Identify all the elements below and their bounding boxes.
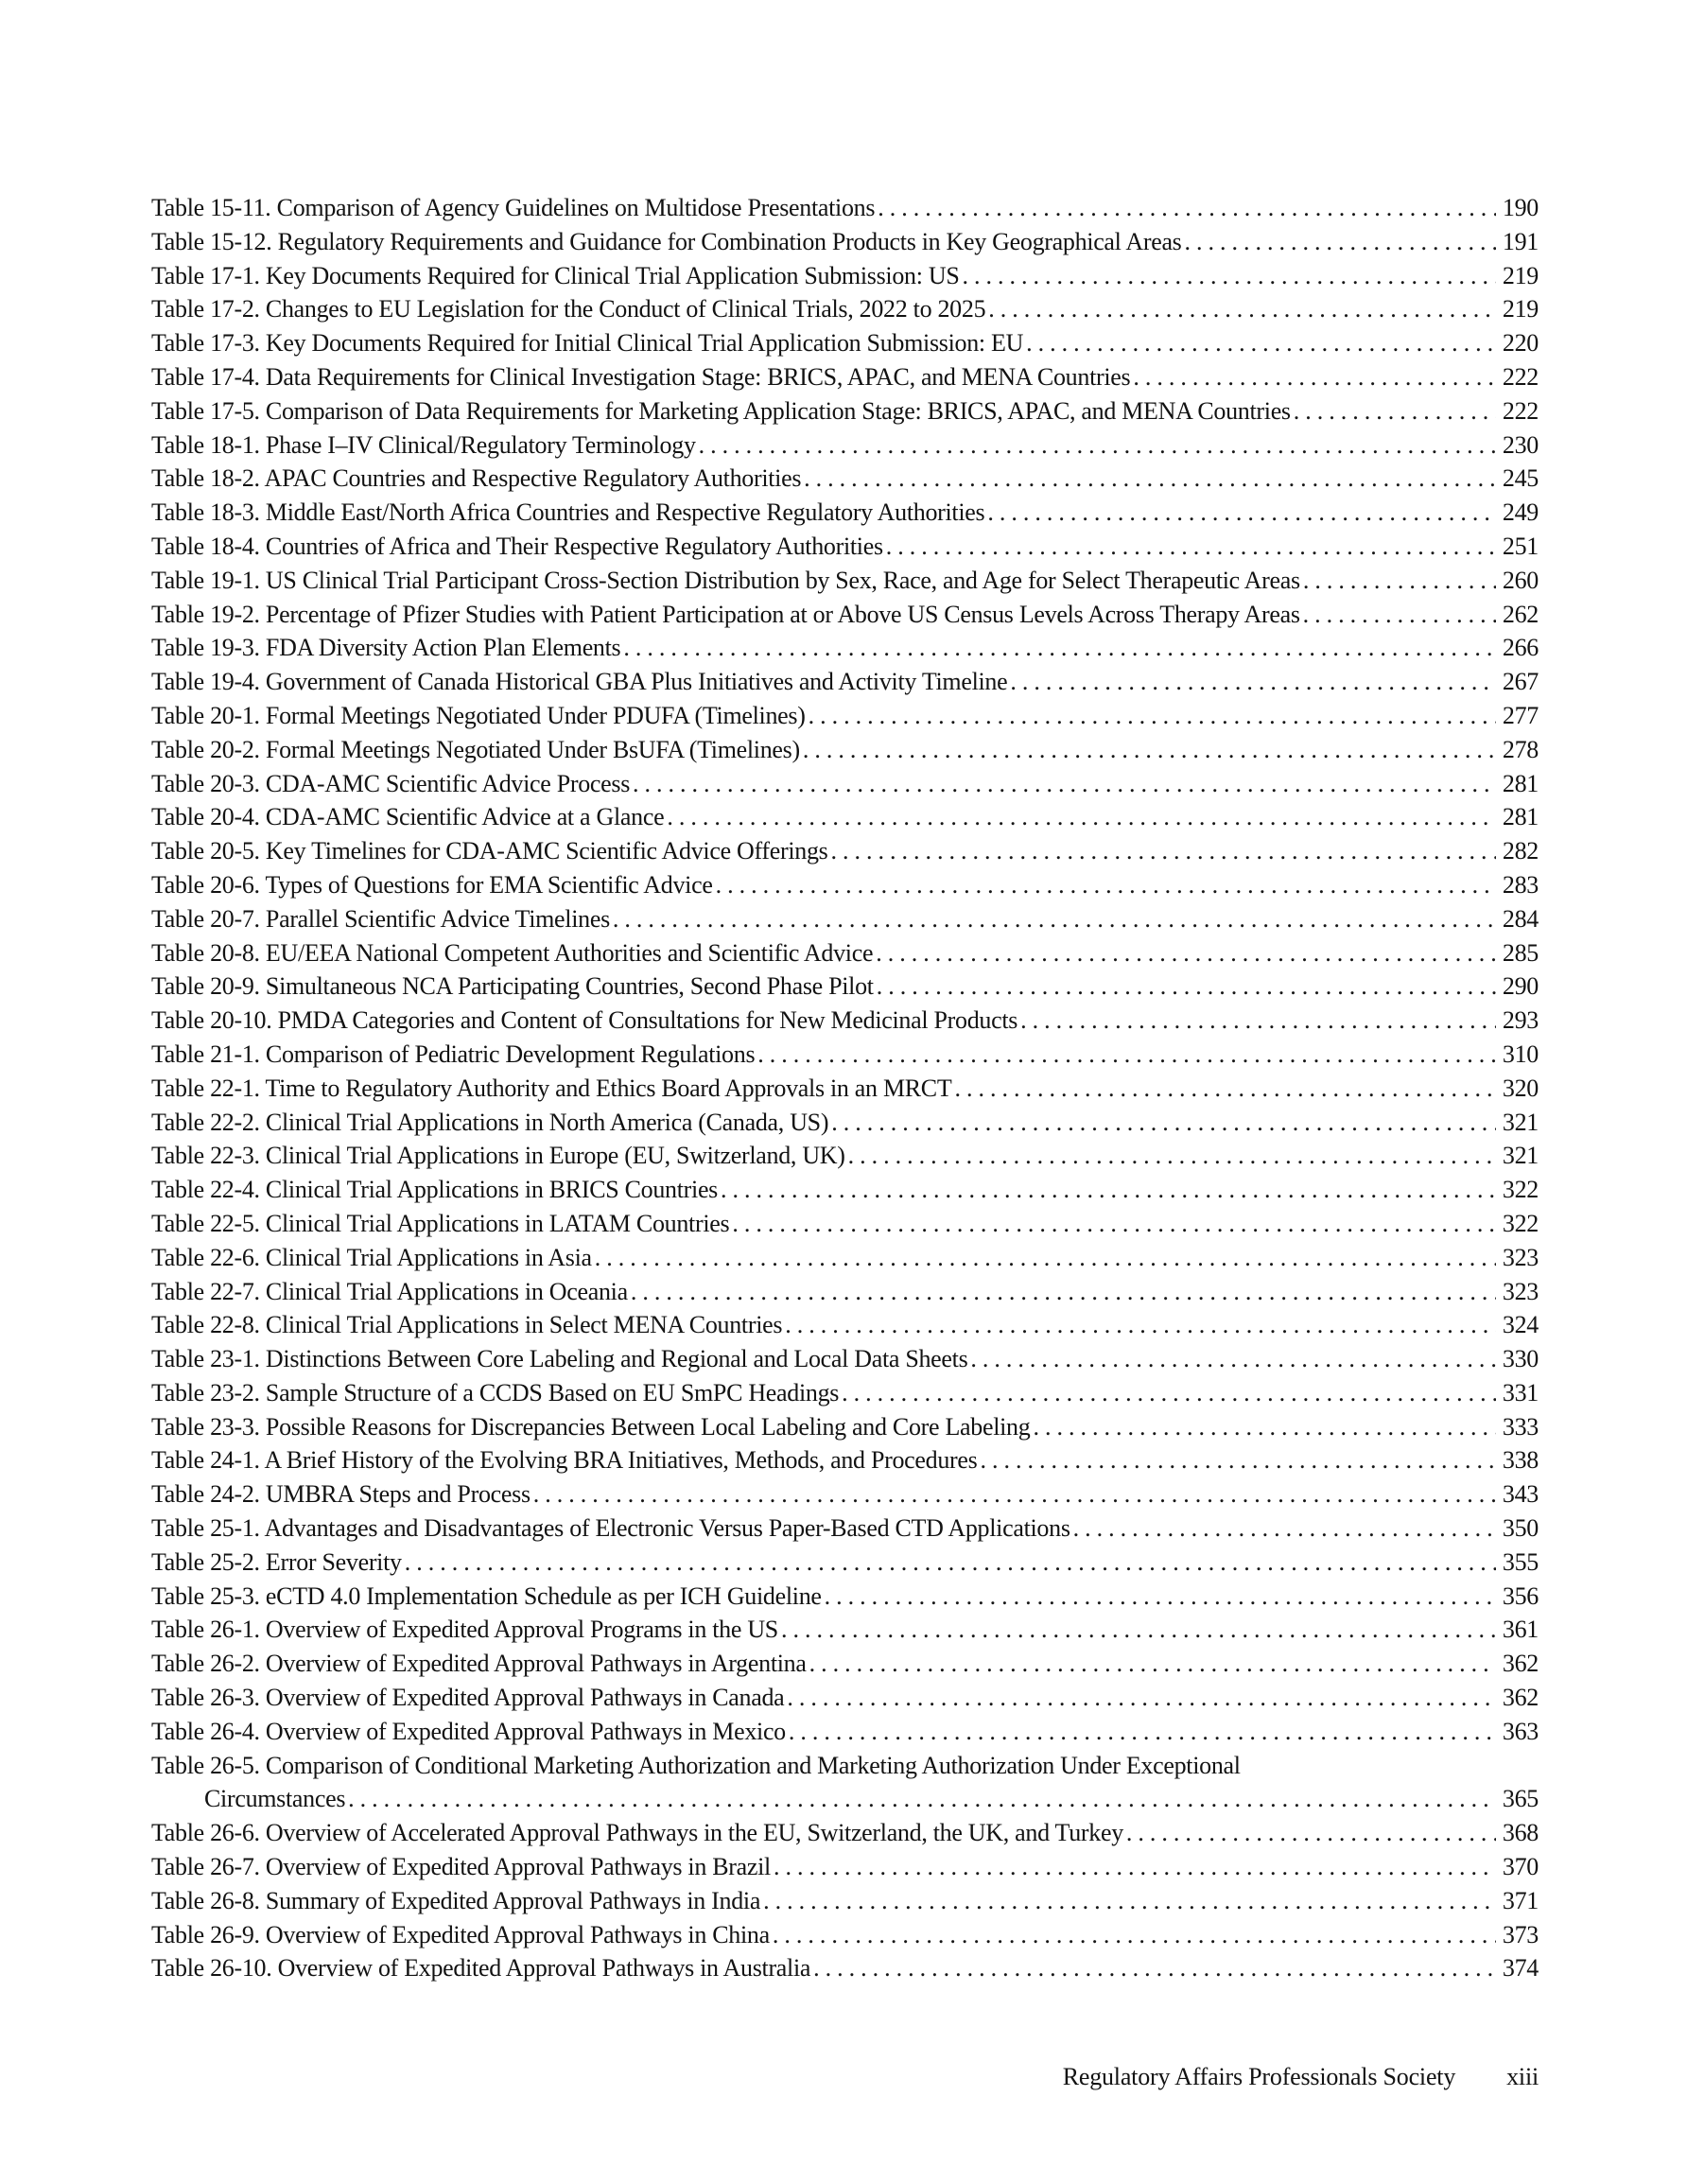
dot-leader bbox=[699, 428, 1496, 463]
toc-entry-page: 324 bbox=[1502, 1311, 1539, 1339]
toc-entry-page: 343 bbox=[1502, 1480, 1539, 1509]
dot-leader bbox=[987, 496, 1496, 530]
toc-entry bbox=[151, 496, 1539, 530]
toc-entry-page: 267 bbox=[1502, 668, 1539, 696]
toc-entry-page: 260 bbox=[1502, 566, 1539, 594]
toc-entry bbox=[151, 699, 1539, 733]
toc-entry-label: Table 26-8. Summary of Expedited Approval Pathways in India bbox=[151, 1886, 761, 1914]
toc-entry bbox=[151, 1477, 1539, 1511]
toc-entry-page: 333 bbox=[1502, 1412, 1539, 1441]
toc-entry-label: Table 18-1. Phase I–IV Clinical/Regulatory Terminology bbox=[151, 430, 696, 459]
toc-entry bbox=[151, 1072, 1539, 1106]
dot-leader bbox=[980, 1443, 1495, 1477]
dot-leader bbox=[667, 800, 1496, 834]
dot-leader bbox=[809, 1647, 1496, 1681]
toc-entry-label: Table 20-6. Types of Questions for EMA Scientific Advice bbox=[151, 870, 713, 899]
dot-leader bbox=[803, 733, 1496, 767]
toc-entry-page: 262 bbox=[1502, 600, 1539, 628]
dot-leader bbox=[787, 1681, 1495, 1715]
dot-leader bbox=[825, 1580, 1496, 1614]
toc-entry-label: Table 25-3. eCTD 4.0 Implementation Schedule as per ICH Guideline bbox=[151, 1581, 822, 1610]
dot-leader bbox=[721, 1173, 1496, 1207]
toc-entry-page: 362 bbox=[1502, 1684, 1539, 1712]
toc-entry-label: Table 20-5. Key Timelines for CDA-AMC Scientific Advice Offerings bbox=[151, 837, 828, 865]
toc-entry-label: Table 23-3. Possible Reasons for Discrepancies Between Local Labeling and Core Labeling bbox=[151, 1412, 1031, 1441]
dot-leader bbox=[613, 902, 1496, 936]
toc-entry-label: Table 20-7. Parallel Scientific Advice Timelines bbox=[151, 904, 610, 933]
toc-entry bbox=[151, 767, 1539, 801]
toc-entry-label: Table 23-1. Distinctions Between Core Labeling and Regional and Local Data Sheets bbox=[151, 1345, 968, 1373]
toc-entry-label: Table 21-1. Comparison of Pediatric Development Regulations bbox=[151, 1040, 756, 1068]
toc-entry bbox=[151, 800, 1539, 834]
dot-leader bbox=[716, 868, 1496, 902]
toc-entry-label: Table 22-1. Time to Regulatory Authority and Ethics Board Approvals in an MRCT bbox=[151, 1074, 952, 1102]
toc-entry-page: 323 bbox=[1502, 1277, 1539, 1305]
dot-leader bbox=[1020, 1004, 1496, 1038]
toc-entry bbox=[151, 868, 1539, 902]
toc-entry bbox=[151, 1782, 1539, 1816]
toc-entry-label: Table 20-10. PMDA Categories and Content of Consultations for New Medicinal Products bbox=[151, 1006, 1018, 1035]
toc-entry-page: 363 bbox=[1502, 1717, 1539, 1745]
toc-entry-label: Table 17-5. Comparison of Data Requirements for Marketing Application Stage: BRICS, APAC, and MENA Countries bbox=[151, 396, 1291, 425]
toc-entry-page: 290 bbox=[1502, 972, 1539, 1001]
dot-leader bbox=[732, 1207, 1496, 1241]
toc-entry-page: 350 bbox=[1502, 1514, 1539, 1543]
dot-leader bbox=[1010, 665, 1496, 699]
toc-entry-page: 374 bbox=[1502, 1954, 1539, 1983]
toc-entry-label: Table 26-9. Overview of Expedited Approval Pathways in China bbox=[151, 1920, 770, 1948]
dot-leader bbox=[813, 1951, 1496, 1985]
toc-entry-page: 373 bbox=[1502, 1920, 1539, 1948]
toc-entry bbox=[151, 326, 1539, 360]
toc-entry-label: Table 20-3. CDA-AMC Scientific Advice Process bbox=[151, 769, 631, 797]
dot-leader bbox=[1303, 564, 1496, 598]
dot-leader bbox=[809, 699, 1496, 733]
toc-entry-label: Table 26-4. Overview of Expedited Approval Pathways in Mexico bbox=[151, 1717, 786, 1745]
toc-entry bbox=[151, 1613, 1539, 1647]
toc-entry bbox=[151, 598, 1539, 632]
toc-entry-label: Table 26-3. Overview of Expedited Approval Pathways in Canada bbox=[151, 1684, 785, 1712]
toc-entry-page: 190 bbox=[1502, 194, 1539, 221]
toc-entry-label: Table 17-2. Changes to EU Legislation for the Conduct of Clinical Trials, 2022 to 2025 bbox=[151, 295, 986, 323]
dot-leader bbox=[785, 1308, 1496, 1342]
toc-entry bbox=[151, 902, 1539, 936]
toc-entry-page: 266 bbox=[1502, 634, 1539, 662]
toc-entry-label: Table 20-8. EU/EEA National Competent Authorities and Scientific Advice bbox=[151, 938, 874, 967]
toc-entry-page: 222 bbox=[1502, 362, 1539, 391]
toc-entry-label: Table 19-2. Percentage of Pfizer Studies with Patient Participation at or Above US Census Levels Across Therapy Areas bbox=[151, 600, 1300, 628]
toc-entry-label: Table 20-4. CDA-AMC Scientific Advice at a Glance bbox=[151, 803, 665, 831]
dot-leader bbox=[1126, 1816, 1496, 1850]
toc-entry bbox=[151, 1308, 1539, 1342]
toc-entry bbox=[151, 1342, 1539, 1376]
toc-entry bbox=[151, 665, 1539, 699]
toc-entry-label: Table 19-1. US Clinical Trial Participant Cross-Section Distribution by Sex, Race, and Age for Select Therapeutic Areas bbox=[151, 566, 1300, 594]
toc-entry-page: 321 bbox=[1502, 1108, 1539, 1136]
toc-entry-label: Table 22-7. Clinical Trial Applications in Oceania bbox=[151, 1277, 628, 1305]
dot-leader bbox=[781, 1613, 1496, 1647]
toc-entry-label: Table 26-5. Comparison of Conditional Marketing Authorization and Marketing Authorization Under Exceptional bbox=[151, 1751, 1241, 1779]
dot-leader bbox=[831, 1106, 1496, 1140]
list-of-tables bbox=[151, 191, 1539, 1985]
toc-entry-label: Table 15-12. Regulatory Requirements and Guidance for Combination Products in Key Geographical Areas bbox=[151, 227, 1182, 255]
toc-entry-page: 222 bbox=[1502, 396, 1539, 425]
dot-leader bbox=[848, 1139, 1496, 1173]
toc-entry-page: 330 bbox=[1502, 1345, 1539, 1373]
toc-entry-page: 219 bbox=[1502, 295, 1539, 323]
toc-entry-label: Table 22-3. Clinical Trial Applications in Europe (EU, Switzerland, UK) bbox=[151, 1142, 845, 1170]
toc-entry bbox=[151, 1647, 1539, 1681]
toc-entry-page: 370 bbox=[1502, 1853, 1539, 1881]
toc-entry bbox=[151, 1275, 1539, 1309]
dot-leader bbox=[1133, 360, 1496, 394]
toc-entry-page: 310 bbox=[1502, 1040, 1539, 1068]
toc-entry bbox=[151, 564, 1539, 598]
dot-leader bbox=[842, 1376, 1496, 1410]
toc-entry bbox=[151, 1139, 1539, 1173]
dot-leader bbox=[773, 1918, 1496, 1952]
toc-entry bbox=[151, 530, 1539, 564]
toc-entry-page: 282 bbox=[1502, 837, 1539, 865]
dot-leader bbox=[830, 834, 1495, 868]
toc-entry-label: Table 20-2. Formal Meetings Negotiated Under BsUFA (Timelines) bbox=[151, 735, 800, 763]
toc-entry-label: Table 17-1. Key Documents Required for Clinical Trial Application Submission: US bbox=[151, 261, 960, 289]
toc-entry bbox=[151, 1884, 1539, 1918]
toc-entry bbox=[151, 1038, 1539, 1072]
dot-leader bbox=[789, 1715, 1496, 1749]
toc-entry bbox=[151, 631, 1539, 665]
toc-entry-label: Table 26-2. Overview of Expedited Approval Pathways in Argentina bbox=[151, 1650, 807, 1678]
toc-entry bbox=[151, 1918, 1539, 1952]
dot-leader bbox=[595, 1241, 1496, 1275]
dot-leader bbox=[878, 191, 1496, 225]
toc-entry-page: 285 bbox=[1502, 938, 1539, 967]
toc-entry-label: Table 20-1. Formal Meetings Negotiated Under PDUFA (Timelines) bbox=[151, 701, 806, 729]
toc-entry-page: 278 bbox=[1502, 735, 1539, 763]
toc-entry bbox=[151, 1511, 1539, 1546]
toc-entry bbox=[151, 360, 1539, 394]
footer-society-label: Regulatory Affairs Professionals Society bbox=[1062, 2063, 1456, 2090]
toc-entry-page: 249 bbox=[1502, 498, 1539, 527]
toc-entry bbox=[151, 1106, 1539, 1140]
toc-entry-page: 338 bbox=[1502, 1446, 1539, 1475]
dot-leader bbox=[348, 1782, 1496, 1816]
toc-entry bbox=[151, 834, 1539, 868]
toc-entry-label: Table 18-4. Countries of Africa and Their Respective Regulatory Authorities bbox=[151, 532, 883, 560]
toc-entry-page: 281 bbox=[1502, 769, 1539, 797]
toc-entry-page: 191 bbox=[1502, 227, 1539, 255]
toc-entry-label: Table 26-10. Overview of Expedited Approval Pathways in Australia bbox=[151, 1954, 811, 1983]
toc-entry-page: 371 bbox=[1502, 1886, 1539, 1914]
toc-entry bbox=[151, 1580, 1539, 1614]
dot-leader bbox=[988, 292, 1496, 326]
dot-leader bbox=[623, 631, 1496, 665]
toc-entry-label: Table 26-1. Overview of Expedited Approval Programs in the US bbox=[151, 1616, 778, 1644]
toc-entry-page: 284 bbox=[1502, 904, 1539, 933]
toc-entry bbox=[151, 1376, 1539, 1410]
toc-entry-label: Table 25-2. Error Severity bbox=[151, 1547, 402, 1576]
dot-leader bbox=[774, 1850, 1496, 1884]
dot-leader bbox=[804, 462, 1496, 496]
toc-entry-label: Circumstances bbox=[204, 1785, 346, 1813]
dot-leader bbox=[757, 1038, 1496, 1072]
toc-entry-page: 283 bbox=[1502, 870, 1539, 899]
footer-page-number: xiii bbox=[1506, 2063, 1539, 2090]
toc-entry-label: Table 18-2. APAC Countries and Respective Regulatory Authorities bbox=[151, 464, 802, 493]
dot-leader bbox=[533, 1477, 1496, 1511]
toc-entry bbox=[151, 225, 1539, 259]
toc-entry-label: Table 19-3. FDA Diversity Action Plan Elements bbox=[151, 634, 621, 662]
toc-entry bbox=[151, 970, 1539, 1004]
toc-entry-page: 356 bbox=[1502, 1581, 1539, 1610]
toc-entry-page: 245 bbox=[1502, 464, 1539, 493]
toc-entry-label: Table 17-3. Key Documents Required for Initial Clinical Trial Application Submission: EU bbox=[151, 329, 1024, 358]
toc-entry-page: 331 bbox=[1502, 1378, 1539, 1406]
toc-entry bbox=[151, 1951, 1539, 1985]
toc-entry-label: Table 23-2. Sample Structure of a CCDS Based on EU SmPC Headings bbox=[151, 1378, 840, 1406]
dot-leader bbox=[963, 259, 1496, 293]
toc-entry-page: 368 bbox=[1502, 1819, 1539, 1847]
toc-entry-page: 323 bbox=[1502, 1243, 1539, 1271]
toc-entry-page: 362 bbox=[1502, 1650, 1539, 1678]
page-footer bbox=[1063, 2063, 1539, 2091]
dot-leader bbox=[1294, 394, 1496, 428]
toc-entry-page: 355 bbox=[1502, 1547, 1539, 1576]
toc-entry bbox=[151, 1410, 1539, 1444]
toc-entry-label: Table 20-9. Simultaneous NCA Participating Countries, Second Phase Pilot bbox=[151, 972, 874, 1001]
toc-entry bbox=[151, 1681, 1539, 1715]
dot-leader bbox=[763, 1884, 1496, 1918]
toc-entry bbox=[151, 1749, 1539, 1783]
toc-entry-page: 230 bbox=[1502, 430, 1539, 459]
toc-entry-page: 361 bbox=[1502, 1616, 1539, 1644]
toc-entry bbox=[151, 1207, 1539, 1241]
toc-entry-page: 220 bbox=[1502, 329, 1539, 358]
dot-leader bbox=[1033, 1410, 1495, 1444]
toc-entry bbox=[151, 1850, 1539, 1884]
dot-leader bbox=[970, 1342, 1495, 1376]
dot-leader bbox=[1185, 225, 1496, 259]
toc-entry bbox=[151, 1443, 1539, 1477]
toc-entry-label: Table 22-4. Clinical Trial Applications in BRICS Countries bbox=[151, 1176, 718, 1204]
dot-leader bbox=[1303, 598, 1496, 632]
toc-entry bbox=[151, 1546, 1539, 1580]
toc-entry bbox=[151, 292, 1539, 326]
toc-entry-label: Table 24-2. UMBRA Steps and Process bbox=[151, 1480, 530, 1509]
toc-entry-label: Table 24-1. A Brief History of the Evolving BRA Initiatives, Methods, and Procedures bbox=[151, 1446, 978, 1475]
toc-entry bbox=[151, 1816, 1539, 1850]
dot-leader bbox=[954, 1072, 1495, 1106]
toc-entry-page: 293 bbox=[1502, 1006, 1539, 1035]
toc-entry bbox=[151, 462, 1539, 496]
toc-entry-page: 322 bbox=[1502, 1176, 1539, 1204]
toc-entry bbox=[151, 394, 1539, 428]
toc-entry bbox=[151, 191, 1539, 225]
dot-leader bbox=[633, 767, 1496, 801]
toc-entry-label: Table 19-4. Government of Canada Historical GBA Plus Initiatives and Activity Timeline bbox=[151, 668, 1008, 696]
toc-entry-page: 322 bbox=[1502, 1209, 1539, 1237]
dot-leader bbox=[886, 530, 1496, 564]
toc-entry-label: Table 22-5. Clinical Trial Applications in LATAM Countries bbox=[151, 1209, 730, 1237]
dot-leader bbox=[631, 1275, 1496, 1309]
toc-entry-page: 277 bbox=[1502, 701, 1539, 729]
toc-entry-page: 219 bbox=[1502, 261, 1539, 289]
toc-entry-page: 251 bbox=[1502, 532, 1539, 560]
toc-entry bbox=[151, 733, 1539, 767]
toc-entry-label: Table 18-3. Middle East/North Africa Countries and Respective Regulatory Authorities bbox=[151, 498, 985, 527]
dot-leader bbox=[876, 936, 1496, 970]
toc-entry bbox=[151, 1004, 1539, 1038]
toc-entry bbox=[151, 1173, 1539, 1207]
toc-entry-label: Table 25-1. Advantages and Disadvantages of Electronic Versus Paper-Based CTD Applications bbox=[151, 1514, 1070, 1543]
dot-leader bbox=[1026, 326, 1496, 360]
dot-leader bbox=[877, 970, 1496, 1004]
toc-entry-label: Table 22-8. Clinical Trial Applications in Select MENA Countries bbox=[151, 1311, 783, 1339]
toc-entry-label: Table 17-4. Data Requirements for Clinical Investigation Stage: BRICS, APAC, and MENA Countries bbox=[151, 362, 1131, 391]
toc-entry-label: Table 26-7. Overview of Expedited Approval Pathways in Brazil bbox=[151, 1853, 771, 1881]
toc-entry-page: 321 bbox=[1502, 1142, 1539, 1170]
toc-entry bbox=[151, 1715, 1539, 1749]
toc-entry-label: Table 15-11. Comparison of Agency Guidelines on Multidose Presentations bbox=[151, 194, 876, 221]
toc-entry bbox=[151, 1241, 1539, 1275]
toc-entry-label: Table 26-6. Overview of Accelerated Approval Pathways in the EU, Switzerland, the UK, and Turkey bbox=[151, 1819, 1123, 1847]
toc-entry bbox=[151, 259, 1539, 293]
toc-entry bbox=[151, 936, 1539, 970]
dot-leader bbox=[405, 1546, 1496, 1580]
toc-entry-page: 365 bbox=[1502, 1785, 1539, 1813]
toc-entry-page: 281 bbox=[1502, 803, 1539, 831]
toc-entry bbox=[151, 428, 1539, 463]
dot-leader bbox=[1073, 1511, 1496, 1546]
toc-entry-page: 320 bbox=[1502, 1074, 1539, 1102]
toc-entry-label: Table 22-6. Clinical Trial Applications in Asia bbox=[151, 1243, 592, 1271]
toc-entry-label: Table 22-2. Clinical Trial Applications in North America (Canada, US) bbox=[151, 1108, 829, 1136]
